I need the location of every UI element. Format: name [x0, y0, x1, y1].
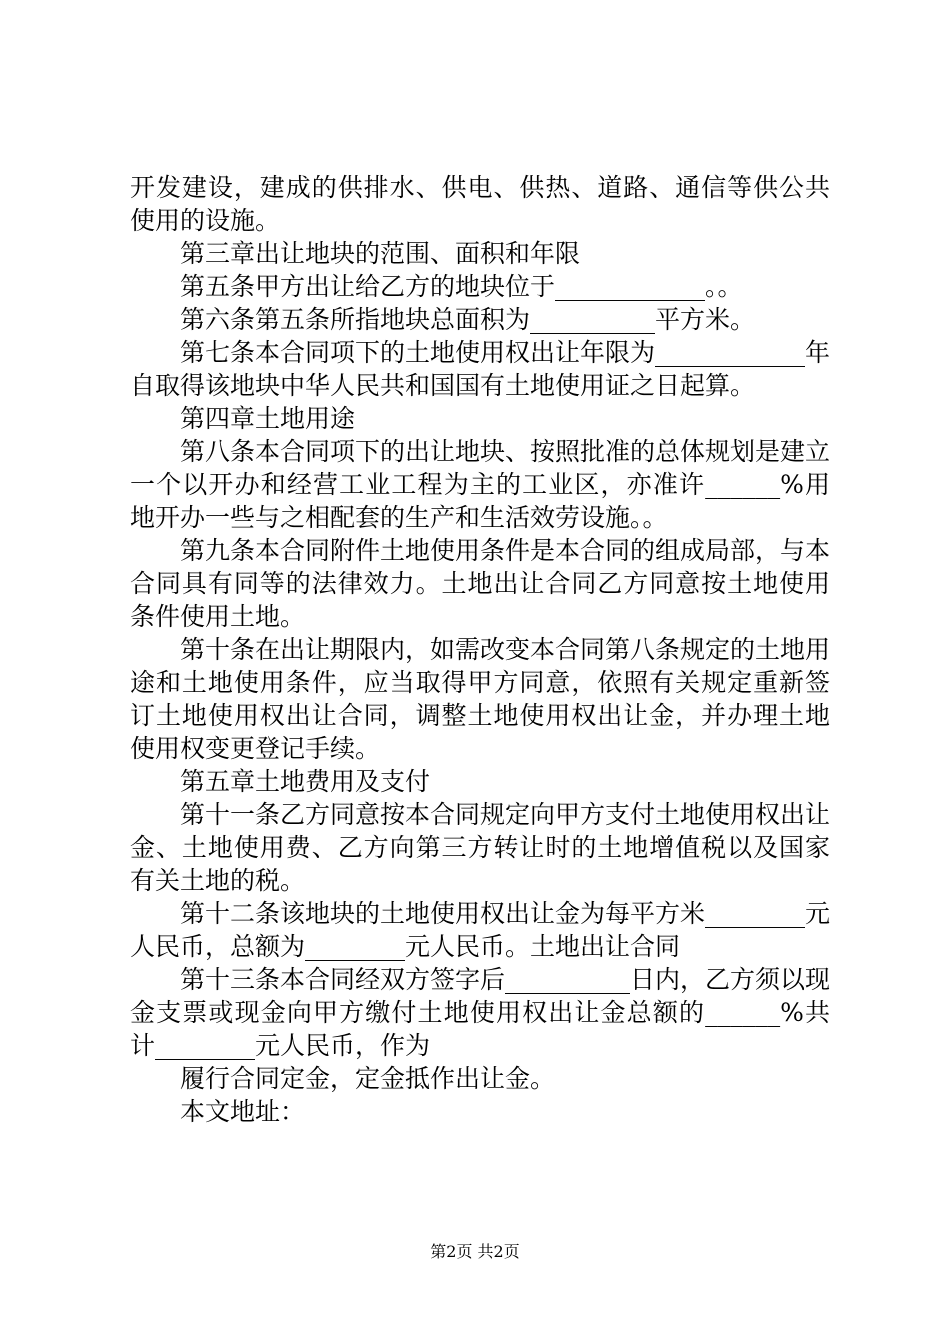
text-line: 金支票或现金向甲方缴付土地使用权出让金总额的______%共 [130, 998, 830, 1027]
article-line: 第七条本合同项下的土地使用权出让年限为____________年 [180, 338, 831, 367]
text-line: 地开办一些与之相配套的生产和生活效劳设施。。 [130, 503, 668, 532]
chapter-heading: 第五章土地费用及支付 [180, 767, 431, 796]
article-line: 第五条甲方出让给乙方的地块位于____________。。 [180, 272, 743, 301]
article-line: 第十二条该地块的土地使用权出让金为每平方米________元 [180, 899, 831, 928]
chapter-heading: 第四章土地用途 [180, 404, 356, 433]
text-line: 订土地使用权出让合同，调整土地使用权出让金，并办理土地 [130, 701, 830, 730]
text-line: 条件使用土地。 [130, 602, 306, 631]
article-line: 第六条第五条所指地块总面积为__________平方米。 [180, 305, 756, 334]
text-line: 金、土地使用费、乙方向第三方转让时的土地增值税以及国家 [130, 833, 830, 862]
article-line: 第八条本合同项下的出让地块、按照批准的总体规划是建立 [180, 437, 831, 466]
page-number: 第2页 共2页 [430, 1242, 520, 1261]
article-line: 第十一条乙方同意按本合同规定向甲方支付土地使用权出让 [180, 800, 831, 829]
text-line: 使用的设施。 [130, 206, 281, 235]
source-address-label: 本文地址： [180, 1097, 306, 1126]
text-line: 开发建设，建成的供排水、供电、供热、道路、通信等供公共 [130, 173, 830, 202]
document-body [130, 171, 830, 1128]
text-line: 一个以开办和经营工业工程为主的工业区，亦准许______%用 [130, 470, 830, 499]
text-line: 有关土地的税。 [130, 866, 306, 895]
text-line: 合同具有同等的法律效力。土地出让合同乙方同意按土地使用 [130, 569, 830, 598]
chapter-heading: 第三章出让地块的范围、面积和年限 [180, 239, 581, 268]
article-line: 第十条在出让期限内，如需改变本合同第八条规定的土地用 [180, 635, 831, 664]
text-line: 人民币，总额为________元人民币。土地出让合同 [130, 932, 681, 961]
text-line: 计________元人民币，作为 [130, 1031, 431, 1060]
article-line: 第十三条本合同经双方签字后__________日内，乙方须以现 [180, 965, 831, 994]
text-line: 履行合同定金，定金抵作出让金。 [180, 1064, 556, 1093]
article-line: 第九条本合同附件土地使用条件是本合同的组成局部，与本 [180, 536, 831, 565]
text-line: 自取得该地块中华人民共和国国有土地使用证之日起算。 [130, 371, 756, 400]
text-line: 途和土地使用条件，应当取得甲方同意，依照有关规定重新签 [130, 668, 830, 697]
text-line: 使用权变更登记手续。 [130, 734, 381, 763]
